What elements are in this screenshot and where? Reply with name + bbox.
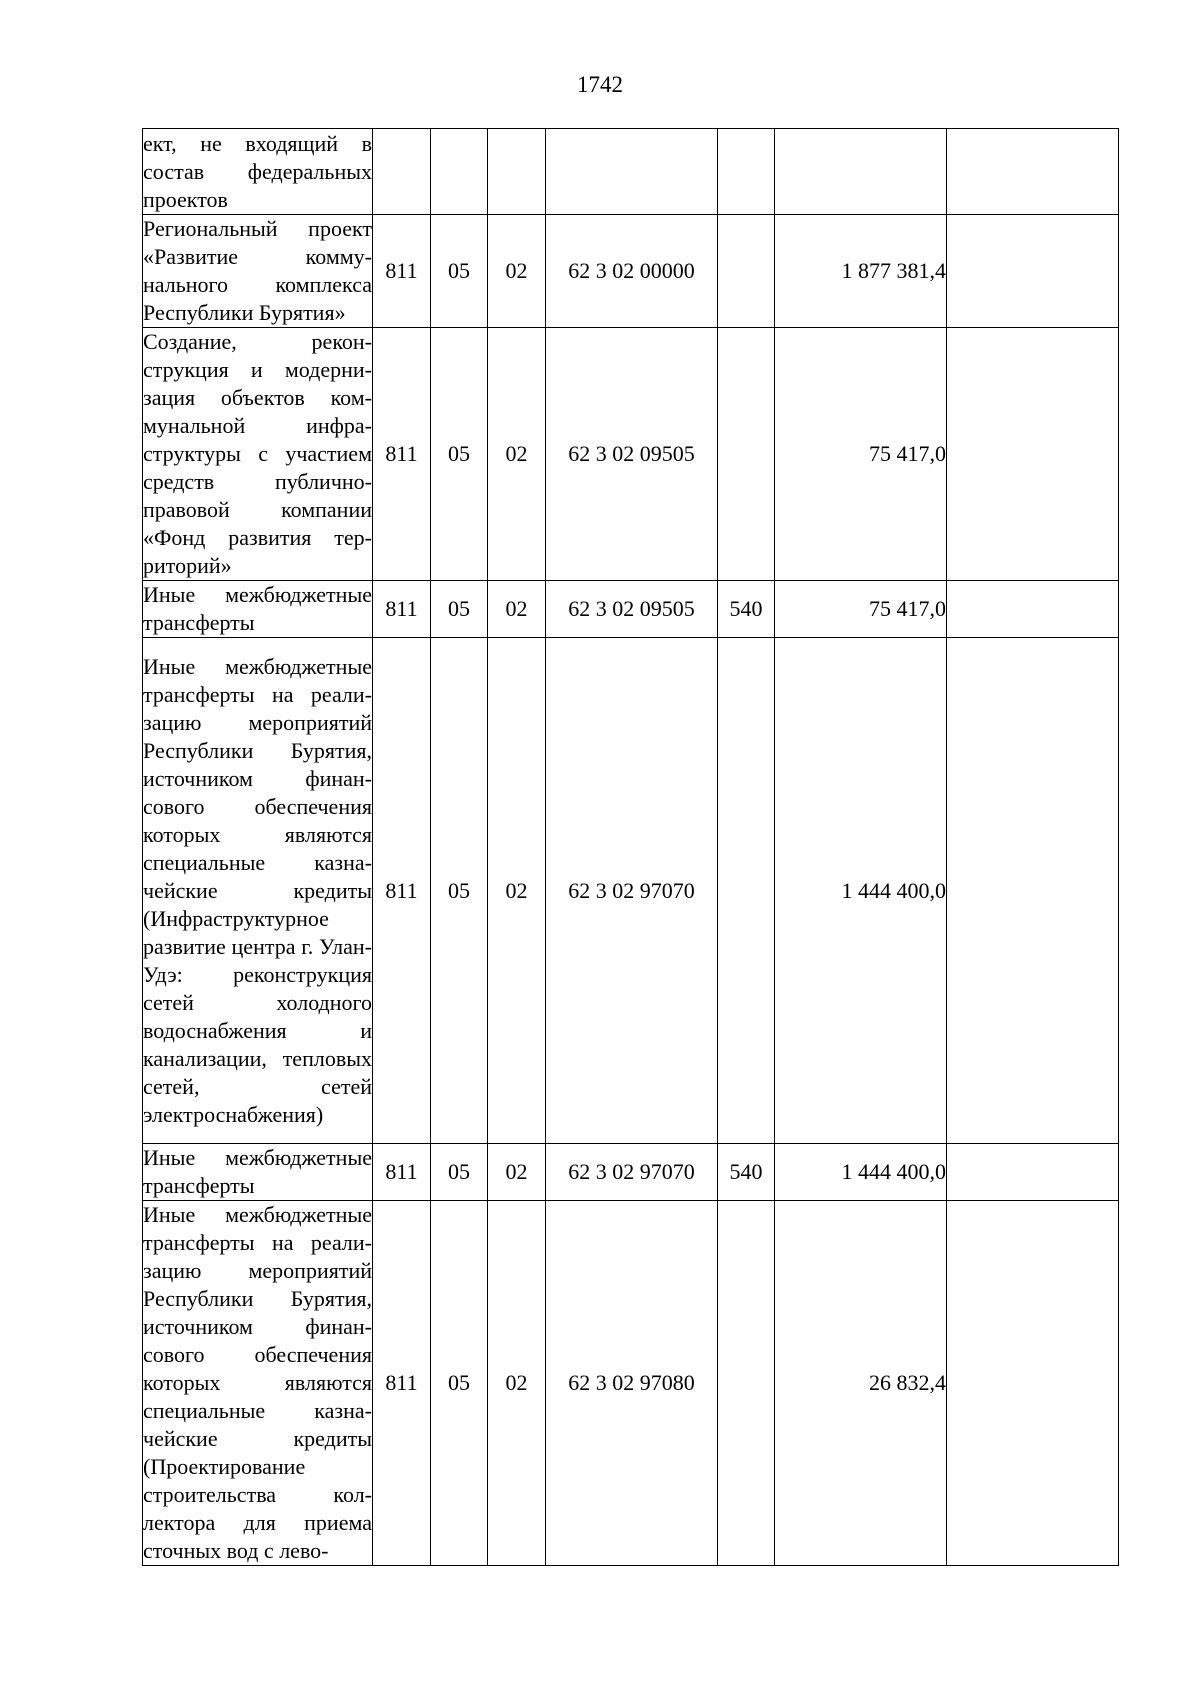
cell-expense-type: 540	[718, 581, 775, 638]
cell-grbs: 811	[373, 638, 431, 1144]
cell-target-item: 62 3 02 97070	[546, 1144, 718, 1201]
table-row	[143, 1201, 1119, 1566]
cell-expense-type	[718, 328, 775, 581]
cell-name: Иные межбюджетные трансферты	[143, 1144, 373, 1201]
cell-name: Региональный проект «Развитие коммунального комплекса Республики Бурятия»	[143, 215, 373, 328]
cell-subsection: 02	[488, 638, 546, 1144]
cell-expense-type	[718, 215, 775, 328]
cell-section: 05	[431, 328, 488, 581]
cell-section: 05	[431, 581, 488, 638]
cell-amount: 1 444 400,0	[775, 1144, 947, 1201]
cell-grbs: 811	[373, 1201, 431, 1566]
cell-amount: 1 877 381,4	[775, 215, 947, 328]
cell-extra	[947, 581, 1119, 638]
cell-section: 05	[431, 1201, 488, 1566]
cell-expense-type	[718, 638, 775, 1144]
budget-table	[142, 128, 1119, 1566]
cell-target-item: 62 3 02 97080	[546, 1201, 718, 1566]
cell-amount: 1 444 400,0	[775, 638, 947, 1144]
table-row	[143, 1144, 1119, 1201]
cell-expense-type: 540	[718, 1144, 775, 1201]
cell-subsection: 02	[488, 581, 546, 638]
cell-target-item: 62 3 02 09505	[546, 328, 718, 581]
cell-extra	[947, 1201, 1119, 1566]
cell-target-item: 62 3 02 09505	[546, 581, 718, 638]
table-row	[143, 581, 1119, 638]
cell-extra	[947, 638, 1119, 1144]
table-row	[143, 328, 1119, 581]
cell-section: 05	[431, 638, 488, 1144]
cell-name: Иные межбюджетные трансферты	[143, 581, 373, 638]
cell-section: 05	[431, 215, 488, 328]
cell-name: Иные межбюджетные трансферты на реализацию мероприятий Республики Бурятия, источником финансового обеспечения которых являются специальные казначейские кредиты (Проектирование строительства коллектора для приема сточных вод с лево-	[143, 1201, 373, 1566]
cell-name: ект, не входящий в состав федеральных проектов	[143, 129, 373, 215]
table-body	[143, 129, 1119, 1566]
cell-target-item: 62 3 02 00000	[546, 215, 718, 328]
cell-amount	[775, 129, 947, 215]
page-number: 1742	[577, 72, 623, 97]
cell-amount: 75 417,0	[775, 328, 947, 581]
cell-target-item: 62 3 02 97070	[546, 638, 718, 1144]
cell-subsection: 02	[488, 215, 546, 328]
cell-grbs: 811	[373, 1144, 431, 1201]
cell-subsection: 02	[488, 1144, 546, 1201]
cell-amount: 26 832,4	[775, 1201, 947, 1566]
cell-expense-type	[718, 129, 775, 215]
cell-subsection	[488, 129, 546, 215]
table-row	[143, 638, 1119, 1144]
cell-grbs	[373, 129, 431, 215]
cell-grbs: 811	[373, 215, 431, 328]
cell-amount: 75 417,0	[775, 581, 947, 638]
cell-target-item	[546, 129, 718, 215]
table-row	[143, 129, 1119, 215]
cell-grbs: 811	[373, 581, 431, 638]
cell-expense-type	[718, 1201, 775, 1566]
cell-subsection: 02	[488, 1201, 546, 1566]
cell-section	[431, 129, 488, 215]
cell-name: Иные межбюджетные трансферты на реализацию мероприятий Республики Бурятия, источником финансового обеспечения которых являются специальные казначейские кредиты (Инфраструктурное развитие центра г. Улан-Удэ: реконструкция сетей холодного водоснабжения и канализации, тепловых сетей, сетей электроснабжения)	[143, 638, 373, 1144]
cell-extra	[947, 1144, 1119, 1201]
cell-grbs: 811	[373, 328, 431, 581]
cell-extra	[947, 129, 1119, 215]
cell-section: 05	[431, 1144, 488, 1201]
cell-name: Создание, реконструкция и модернизация объектов коммунальной инфраструктуры с участием средств публично-правовой компании «Фонд развития территорий»	[143, 328, 373, 581]
table-row	[143, 215, 1119, 328]
cell-extra	[947, 215, 1119, 328]
cell-extra	[947, 328, 1119, 581]
cell-subsection: 02	[488, 328, 546, 581]
